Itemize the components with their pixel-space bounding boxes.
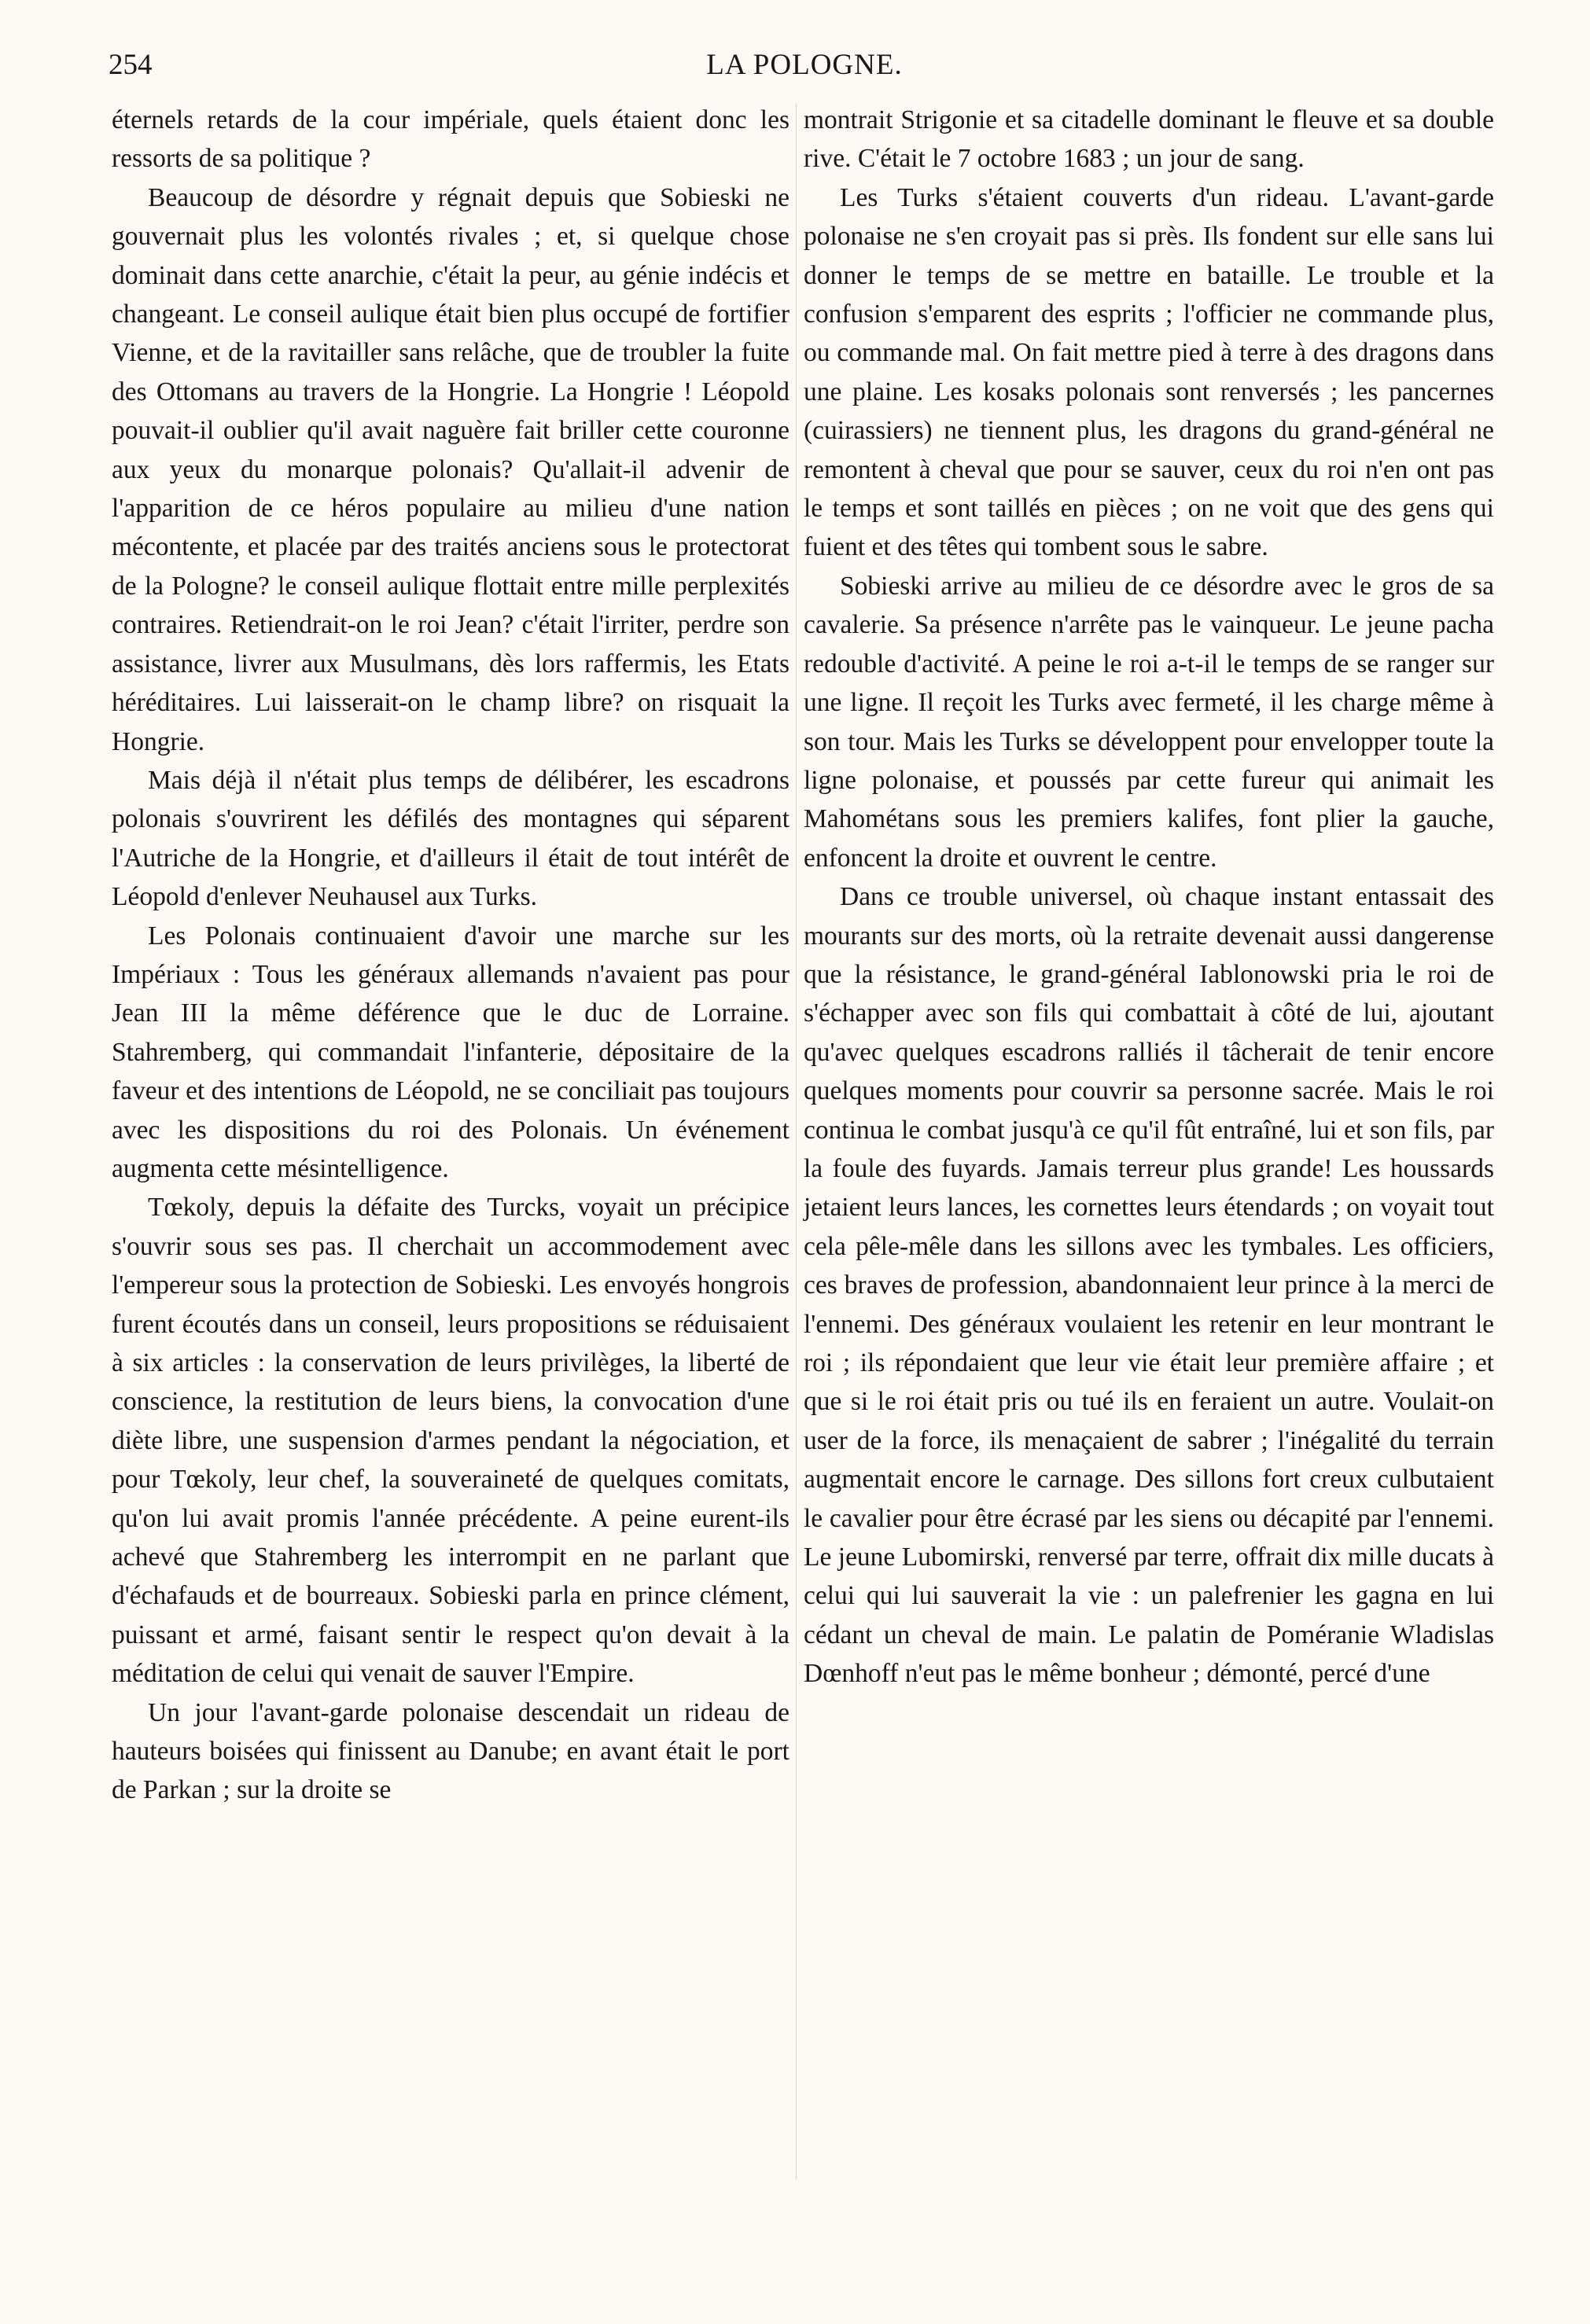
left-column <box>112 101 789 1810</box>
paragraph: Un jour l'avant-garde polonaise descendait un rideau de hauteurs boisées qui finissent au Danube; en avant était le port de Parkan ; sur la droite se <box>112 1697 789 1805</box>
running-title: LA POLOGNE. <box>706 49 903 81</box>
column-divider <box>796 104 797 2179</box>
paragraph: Tœkoly, depuis la défaite des Turcks, voyait un précipice s'ouvrir sous ses pas. Il cherchait un accommodement avec l'empereur sous la protection de Sobieski. Les envoyés hongrois furent écoutés dans un conseil, leurs propositions se réduisaient à six articles : la conservation de leurs privilèges, la liberté de conscience, la restitution de leurs biens, la convocation d'une diète libre, une suspension d'armes pendant la négociation, et pour Tœkoly, leur chef, la souveraineté de quelques comitats, qu'on lui avait promis l'année précédente. A peine eurent-ils achevé que Stahremberg les interrompit en ne parlant que d'échafauds et de bourreaux. Sobieski parla en prince clément, puissant et armé, faisant sentir le respect qu'on devait à la méditation de celui qui venait de sauver l'Empire. <box>112 1193 789 1689</box>
paragraph: éternels retards de la cour impériale, quels étaient donc les ressorts de sa politique ? <box>112 105 789 174</box>
page-number: 254 <box>109 49 153 81</box>
paragraph: Sobieski arrive au milieu de ce désordre avec le gros de sa cavalerie. Sa présence n'arrête pas le vainqueur. Le jeune pacha redouble d'activité. A peine le roi a-t-il le temps de se ranger sur une ligne. Il reçoit les Turks avec fermeté, il les charge même à son tour. Mais les Turks se développent pour envelopper toute la ligne polonaise, et poussés par cette fureur qui animait les Mahométans sous les premiers kalifes, font plier la gauche, enfoncent la droite et ouvrent le centre. <box>804 571 1494 873</box>
paragraph: Beaucoup de désordre y régnait depuis que Sobieski ne gouvernait plus les volontés rivales ; et, si quelque chose dominait dans cette anarchie, c'était la peur, au génie indécis et changeant. Le conseil aulique était bien plus occupé de fortifier Vienne, et de la ravitailler sans relâche, que de troubler la fuite des Ottomans au travers de la Hongrie. La Hongrie ! Léopold pouvait-il oublier qu'il avait naguère fait briller cette couronne aux yeux du monarque polonais? Qu'allait-il advenir de l'apparition de ce héros populaire au milieu d'une nation mécontente, et placée par des traités anciens sous le protectorat de la Pologne? le conseil aulique flottait entre mille perplexités contraires. Retiendrait-on le roi Jean? c'était l'irriter, perdre son assistance, livrer aux Musulmans, dès lors raffermis, les Etats héréditaires. Lui laisserait-on le champ libre? on risquait la Hongrie. <box>112 182 789 756</box>
right-column <box>804 101 1494 1693</box>
paragraph: Dans ce trouble universel, où chaque instant entassait des mourants sur des morts, où la retraite devenait aussi dangerense que la résistance, le grand-général Iablonowski pria le roi de s'échapper avec son fils qui combattait à côté de lui, ajoutant qu'avec quelques escadrons ralliés il tâcherait de tenir encore quelques moments pour couvrir sa personne sacrée. Mais le roi continua le combat jusqu'à ce qu'il fût entraîné, lui et son fils, par la foule des fuyards. Jamais terreur plus grande! Les houssards jetaient leurs lances, les cornettes leurs étendards ; on voyait tout cela pêle-mêle dans les sillons avec les tymbales. Les officiers, ces braves de profession, abandonnaient leur prince à la merci de l'ennemi. Des généraux voulaient les retenir en leur montrant le roi ; ils répondaient que leur vie était leur première affaire ; et que si le roi était pris ou tué ils en feraient un autre. Voulait-on user de la force, ils menaçaient de sabrer ; l'inégalité du terrain augmentait encore le carnage. Des sillons fort creux culbutaient le cavalier pour être écrasé par les siens ou décapité par l'ennemi. Le jeune Lubomirski, renversé par terre, offrait dix mille ducats à celui qui lui sauverait la vie : un palefrenier les gagna en lui cédant un cheval de main. Le palatin de Poméranie Wladislas Dœnhoff n'eut pas le même bonheur ; démonté, percé d'une <box>804 882 1494 1689</box>
paragraph: Mais déjà il n'était plus temps de délibérer, les escadrons polonais s'ouvrirent les défilés des montagnes qui séparent l'Autriche de la Hongrie, et d'ailleurs il était de tout intérêt de Léopold d'enlever Neuhausel aux Turks. <box>112 765 789 912</box>
paragraph: Les Turks s'étaient couverts d'un rideau. L'avant-garde polonaise ne s'en croyait pas si près. Ils fondent sur elle sans lui donner le temps de se mettre en bataille. Le trouble et la confusion s'emparent des esprits ; l'officier ne commande plus, ou commande mal. On fait mettre pied à terre à des dragons dans une plaine. Les kosaks polonais sont renversés ; les pancernes (cuirassiers) ne tiennent plus, les dragons du grand-général ne remontent à cheval que pour se sauver, ceux du roi n'en ont pas le temps et sont taillés en pièces ; on ne voit que des gens qui fuient et des têtes qui tombent sous le sabre. <box>804 182 1494 562</box>
paragraph: montrait Strigonie et sa citadelle dominant le fleuve et sa double rive. C'était le 7 octobre 1683 ; un jour de sang. <box>804 105 1494 174</box>
paragraph: Les Polonais continuaient d'avoir une marche sur les Impériaux : Tous les généraux allemands n'avaient pas pour Jean III la même déférence que le duc de Lorraine. Stahremberg, qui commandait l'infanterie, dépositaire de la faveur et des intentions de Léopold, ne se conciliait pas toujours avec les dispositions du roi des Polonais. Un événement augmenta cette mésintelligence. <box>112 921 789 1183</box>
page-header <box>109 46 1500 85</box>
